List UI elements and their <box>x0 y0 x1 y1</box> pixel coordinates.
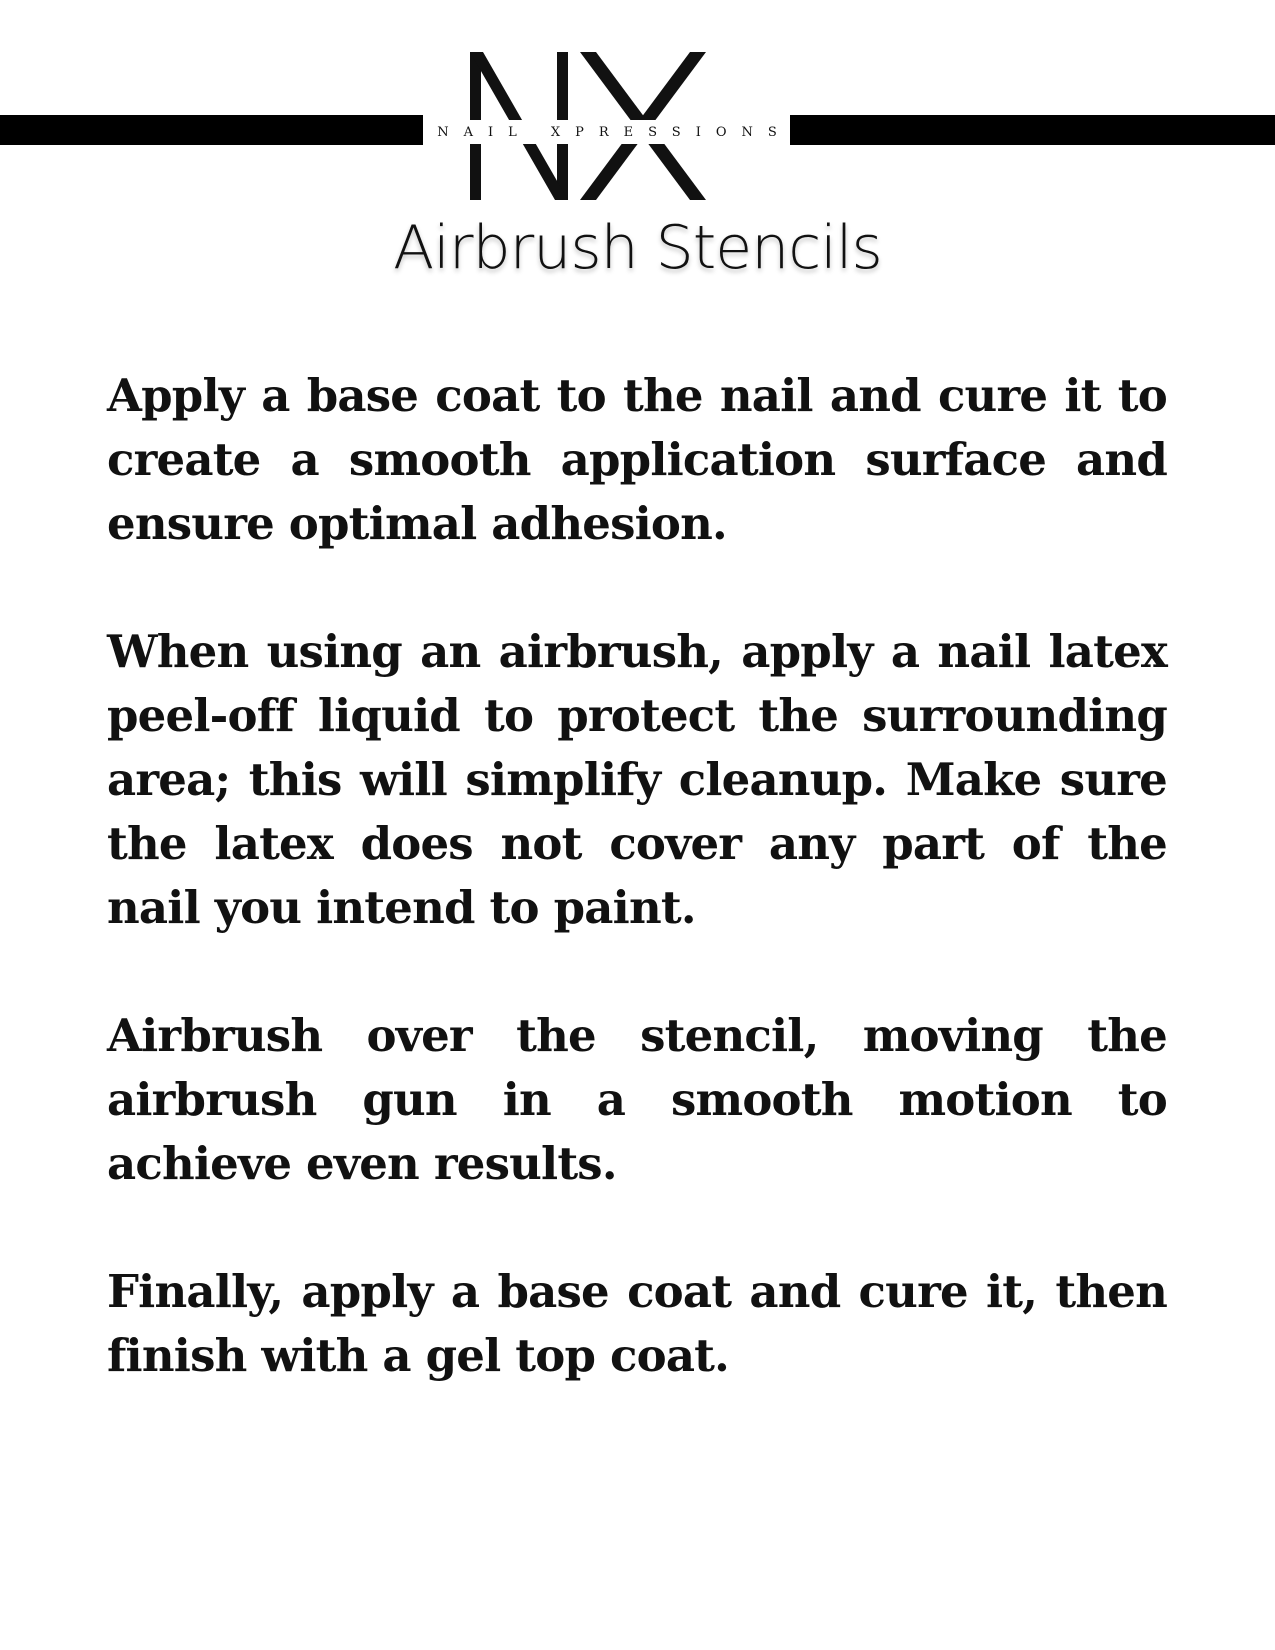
instruction-paragraph: Airbrush over the stencil, moving the airbrush gun in a smooth motion to achieve even results. <box>107 1009 1167 1190</box>
page-title: Airbrush Stencils <box>393 213 882 283</box>
instruction-paragraph: When using an airbrush, apply a nail latex peel-off liquid to protect the surrounding area; this will simplify cleanup. Make sure the latex does not cover any part of the nail you intend to paint. <box>107 625 1167 934</box>
instruction-paragraph: Apply a base coat to the nail and cure it to create a smooth application surface and ensure optimal adhesion. <box>107 369 1167 550</box>
instruction-paragraph: Finally, apply a base coat and cure it, then finish with a gel top coat. <box>107 1265 1167 1382</box>
logo-tagline <box>430 120 792 144</box>
instructions <box>107 364 1167 1452</box>
page-header <box>0 0 1275 320</box>
header-bar-left <box>0 115 423 145</box>
logo-tagline-text: NAIL XPRESSIONS <box>437 124 792 140</box>
header-bar-right <box>790 115 1275 145</box>
